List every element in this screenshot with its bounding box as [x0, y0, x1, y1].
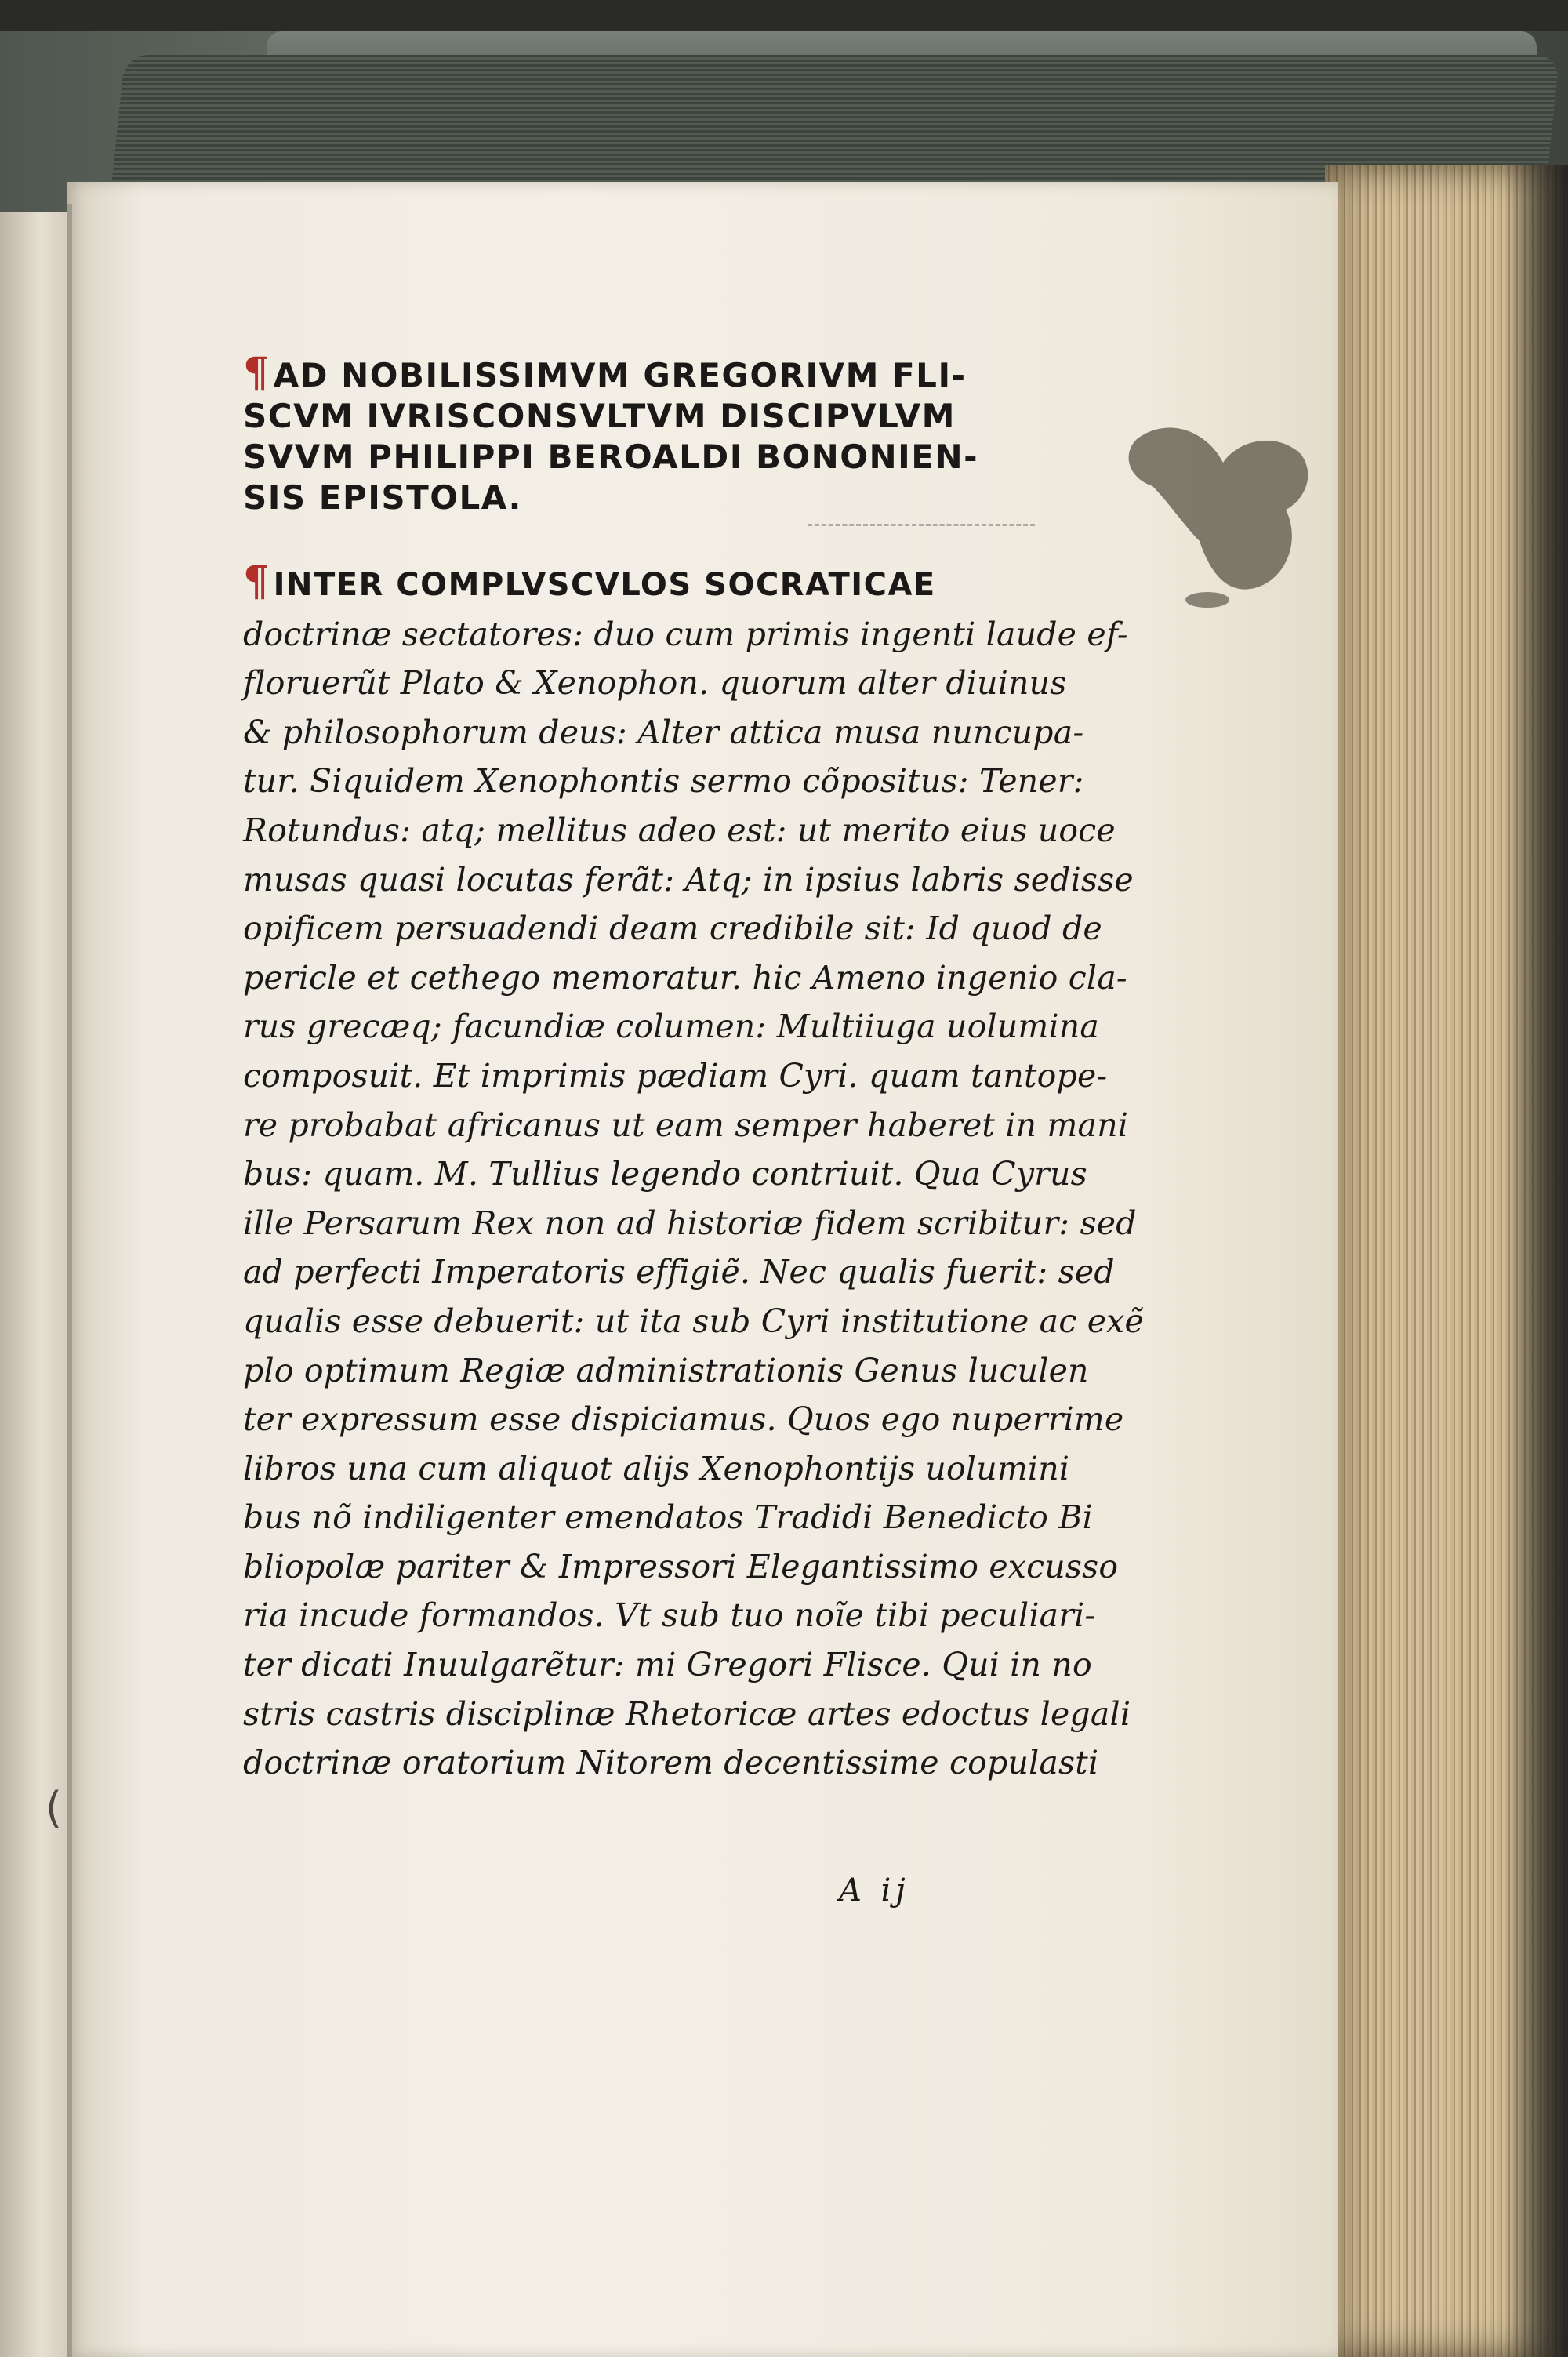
body-line: musas quasi locutas ferãt: Atq; in ipsius labris sedisse [243, 860, 1134, 899]
body-first-line-text: INTER COMPLVSCVLOS SOCRATICAE [273, 567, 936, 603]
body-line: bliopolæ pariter & Impressori Elegantissimo excusso [243, 1547, 1119, 1585]
body-line: stris castris disciplinæ Rhetoricæ artes edoctus legali [243, 1694, 1131, 1733]
margin-stain [1121, 408, 1325, 612]
body-line: libros una cum aliquot alijs Xenophontijs uolumini [243, 1449, 1070, 1487]
heading-line: SCVM IVRISCONSVLTVM DISCIPVLVM [243, 397, 956, 435]
body-line: plo optimum Regiæ administrationis Genus luculen [243, 1351, 1089, 1389]
rubric-pilcrow-icon: ¶ [243, 557, 270, 605]
body-line: opificem persuadendi deam credibile sit: Id quod de [243, 910, 1102, 948]
margin-pen-mark: ( [45, 1783, 63, 1832]
body-line: doctrinæ oratorium Nitorem decentissime copulasti [243, 1744, 1099, 1782]
body-line: qualis esse debuerit: ut ita sub Cyri institutione ac exẽ [243, 1302, 1144, 1340]
body-line: composuit. Et imprimis pædiam Cyri. quam tantope- [243, 1056, 1108, 1095]
epistle-body [243, 557, 1144, 1788]
body-line: ille Persarum Rex non ad historiæ fidem scribitur: sed [243, 1204, 1137, 1242]
rubric-pilcrow-icon: ¶ [243, 349, 270, 397]
left-page-sliver [0, 212, 75, 2357]
body-line: Rotundus: atq; mellitus adeo est: ut merito eius uoce [243, 811, 1116, 849]
body-line: rus grecæq; facundiæ columen: Multiiuga uolumina [243, 1008, 1100, 1046]
printed-text-block [243, 349, 1144, 1788]
body-line: tur. Siquidem Xenophontis sermo cõpositus: Tener: [243, 762, 1084, 801]
heading-line-text: AD NOBILISSIMVM GREGORIVM FLI- [273, 356, 967, 394]
body-first-line [243, 557, 1074, 610]
epistle-heading [243, 349, 1074, 518]
body-line: ter dicati Inuulgarẽtur: mi Gregori Flisce. Qui in no [243, 1646, 1092, 1684]
body-line: ter expressum esse dispiciamus. Quos ego nuperrime [243, 1400, 1124, 1439]
margin-stain-small [1184, 588, 1231, 612]
heading-underline-mark [808, 524, 1035, 526]
page-gutter [67, 204, 72, 2357]
body-line: re probabat africanus ut eam semper haberet in mani [243, 1106, 1129, 1144]
body-line: ad perfecti Imperatoris effigiẽ. Nec qualis fuerit: sed [243, 1253, 1115, 1291]
body-line: pericle et cethego memoratur. hic Ameno ingenio cla- [243, 958, 1127, 997]
body-line: bus nõ indiligenter emendatos Tradidi Benedicto Bi [243, 1498, 1093, 1537]
heading-line [243, 349, 1074, 397]
body-line: ria incude formandos. Vt sub tuo noĩe tibi peculiari- [243, 1596, 1096, 1635]
heading-line: SVVM PHILIPPI BEROALDI BONONIEN- [243, 438, 979, 476]
fore-edge-shadow [1505, 165, 1568, 2357]
signature-mark: A ij [839, 1872, 910, 1908]
body-line: floruerũt Plato & Xenophon. quorum alter diuinus [243, 664, 1067, 703]
body-line: & philosophorum deus: Alter attica musa nuncupa- [243, 713, 1084, 751]
body-line: doctrinæ sectatores: duo cum primis ingenti laude ef- [243, 615, 1128, 653]
heading-line: SIS EPISTOLA. [243, 478, 522, 517]
body-line: bus: quam. M. Tullius legendo contriuit. Qua Cyrus [243, 1155, 1087, 1193]
